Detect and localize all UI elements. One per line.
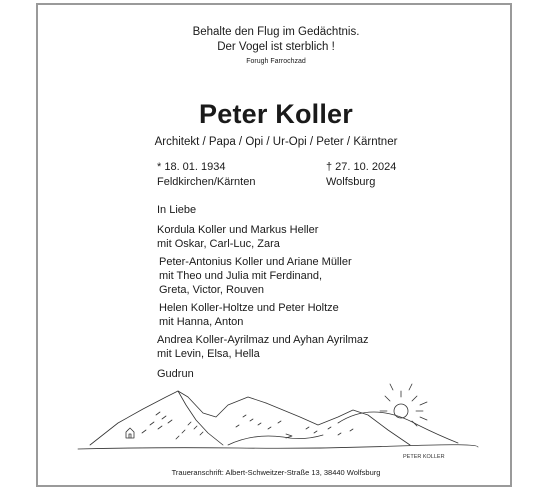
birth-date: * 18. 01. 1934 [157,161,226,173]
mourner-line: Kordula Koller und Markus Heller [157,224,319,236]
quote-line-2: Der Vogel ist sterblich ! [217,41,335,53]
landscape-sketch [38,5,514,489]
mourner-line: Peter-Antonius Koller und Ariane Müller [159,256,352,268]
death-place: Wolfsburg [326,176,376,188]
mourner-line: mit Theo und Julia mit Ferdinand, [159,270,323,282]
deceased-roles: Architekt / Papa / Opi / Ur-Opi / Peter / Kärntner [154,136,398,148]
artist-signature: PETER KOLLER [403,454,445,460]
birth-place: Feldkirchen/Kärnten [157,176,256,188]
mourners-intro: In Liebe [157,204,197,216]
mourner-line: mit Levin, Elsa, Hella [157,348,260,360]
mourner-line: Andrea Koller-Ayrilmaz und Ayhan Ayrilmaz [157,334,369,346]
quote-line-1: Behalte den Flug im Gedächtnis. [192,26,360,38]
mourner-line: Greta, Victor, Rouven [159,284,264,296]
mourner-line: Helen Koller-Holtze und Peter Holtze [159,302,339,314]
mourning-address: Traueranschrift: Albert-Schweitzer-Straße 13, 38440 Wolfsburg [171,468,381,477]
quote-author: Forugh Farrochzad [246,58,306,65]
mourner-line: mit Oskar, Carl-Luc, Zara [157,238,280,250]
deceased-name: Peter Koller [199,99,353,129]
death-date: † 27. 10. 2024 [326,161,397,173]
obituary-card [36,3,512,487]
mourner-last: Gudrun [157,368,194,380]
mourner-line: mit Hanna, Anton [159,316,244,328]
